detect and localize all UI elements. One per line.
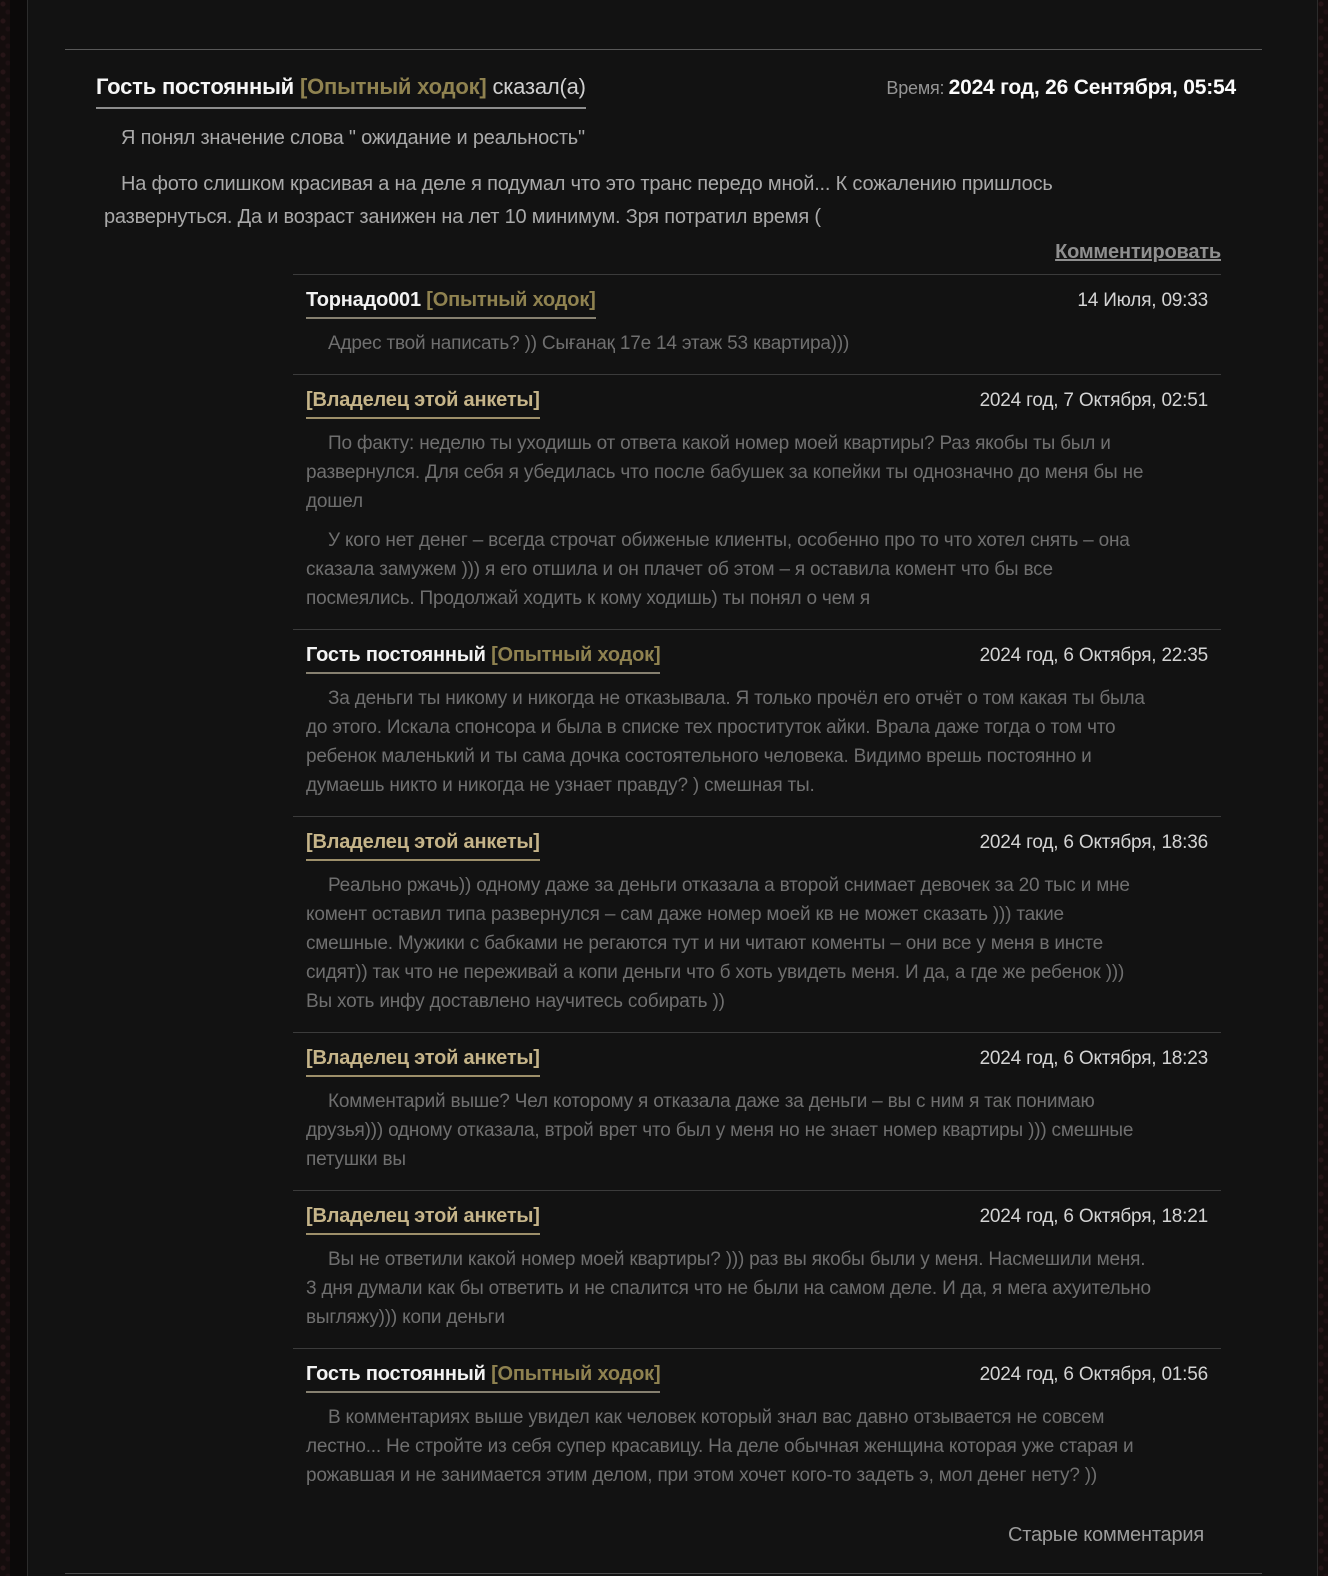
comment-header bbox=[306, 289, 1208, 319]
time-label: Время: bbox=[886, 78, 945, 98]
comment-timestamp: 2024 год, 6 Октября, 18:36 bbox=[979, 832, 1208, 853]
comment-header bbox=[306, 831, 1208, 861]
comment-header bbox=[306, 644, 1208, 674]
comment-author-link[interactable] bbox=[306, 289, 596, 319]
post-header bbox=[96, 74, 1236, 109]
comment-author-name[interactable]: Торнадо001 bbox=[306, 289, 421, 311]
comment-header bbox=[306, 1363, 1208, 1393]
comment-author-link[interactable] bbox=[306, 389, 540, 419]
comment-body bbox=[306, 1245, 1208, 1332]
content-panel bbox=[27, 0, 1318, 1576]
comment-author-badge: [Владелец этой анкеты] bbox=[306, 831, 540, 853]
comment-paragraph: Реально ржачь)) одному даже за деньги отказала а второй снимает девочек за 20 тыс и мне комент оставил типа развернулся – сам даже номер моей кв не может сказать ))) такие смешные. Мужики с бабками не регаются тут и ни читают коменты – они все у меня в инсте сидят)) так что не переживай а копи деньги что б хоть увидеть меня. И да, а где же ребенок ))) Вы хоть инфу доставлено научитесь собирать )) bbox=[306, 875, 1130, 1012]
top-divider bbox=[65, 49, 1262, 50]
comment-paragraph: В комментариях выше увидел как человек который знал вас давно отзывается не совсем лестно... Не стройте из себя супер красавицу. На деле обычная женщина которая уже старая и рожавшая и не занимается этим делом, при этом хочет кого-то задеть э, мол денег нету? )) bbox=[306, 1407, 1134, 1486]
comment bbox=[293, 1190, 1221, 1348]
post-time bbox=[886, 76, 1236, 100]
comment-paragraph: У кого нет денег – всегда строчат обиженые клиенты, особенно про то что хотел снять – она сказала замужем ))) я его отшила и он плачет об этом – я оставила комент что бы все посмеялись. Продолжай ходить к кому ходишь) ты понял о чем я bbox=[306, 530, 1130, 609]
comment-body bbox=[306, 684, 1208, 800]
right-texture-border bbox=[1318, 0, 1328, 1576]
old-comments-link[interactable]: Старые комментария bbox=[1007, 1524, 1204, 1546]
comment bbox=[293, 374, 1221, 629]
comment-timestamp: 2024 год, 6 Октября, 01:56 bbox=[979, 1364, 1208, 1385]
comment-author-link[interactable] bbox=[306, 1363, 660, 1393]
post-author-name[interactable]: Гость постоянный bbox=[96, 74, 295, 99]
comment bbox=[293, 274, 1221, 374]
post-paragraph: На фото слишком красивая а на деле я подумал что это транс передо мной... К сожалению пришлось развернуться. Да и возраст занижен на лет 10 минимум. Зря потратил время ( bbox=[104, 173, 1053, 228]
comment-button[interactable]: Комментировать bbox=[1055, 241, 1221, 263]
comment-timestamp: 2024 год, 6 Октября, 18:23 bbox=[979, 1048, 1208, 1069]
post-author-link[interactable] bbox=[96, 74, 586, 109]
post bbox=[65, 74, 1262, 264]
comments-list bbox=[293, 274, 1221, 1506]
comment-author-badge: [Владелец этой анкеты] bbox=[306, 1047, 540, 1069]
comment-paragraph: По факту: неделю ты уходишь от ответа какой номер моей квартиры? Раз якобы ты был и развернулся. Для себя я убедилась что после бабушек за копейки ты однозначно до меня бы не дошел bbox=[306, 433, 1144, 512]
comment-timestamp: 2024 год, 6 Октября, 22:35 bbox=[979, 645, 1208, 666]
comment-paragraph: За деньги ты никому и никогда не отказывала. Я только прочёл его отчёт о том какая ты была до этого. Искала спонсора и была в списке тех проституток айки. Врала даже тогда о том что ребенок маленький и ты сама дочка состоятельного человека. Видимо врешь постоянно и думаешь никто и никогда не узнает правду? ) смешная ты. bbox=[306, 688, 1145, 796]
old-comments-row bbox=[65, 1524, 1262, 1547]
comment-body bbox=[306, 1087, 1208, 1174]
comment-paragraph: Вы не ответили какой номер моей квартиры? ))) раз вы якобы были у меня. Насмешили меня. 3 дня думали как бы ответить и не спалится что не были на самом деле. И да, я мега ахуительно выгляжу))) копи деньги bbox=[306, 1249, 1151, 1328]
comment bbox=[293, 816, 1221, 1032]
said-label: сказал(а) bbox=[492, 74, 586, 99]
comment-header bbox=[306, 389, 1208, 419]
comment-timestamp: 2024 год, 6 Октября, 18:21 bbox=[979, 1206, 1208, 1227]
comment-author-link[interactable] bbox=[306, 1205, 540, 1235]
comment-author-badge: [Опытный ходок] bbox=[426, 289, 596, 311]
comment-timestamp: 14 Июля, 09:33 bbox=[1077, 290, 1208, 311]
comment-author-badge: [Опытный ходок] bbox=[491, 1363, 661, 1385]
comment-body bbox=[306, 1403, 1208, 1490]
bottom-divider bbox=[65, 1573, 1262, 1574]
comment bbox=[293, 629, 1221, 816]
comment-author-badge: [Владелец этой анкеты] bbox=[306, 1205, 540, 1227]
comment-author-badge: [Владелец этой анкеты] bbox=[306, 389, 540, 411]
post-author-badge: [Опытный ходок] bbox=[299, 74, 487, 99]
comment-body bbox=[306, 329, 1208, 358]
comment-body bbox=[306, 429, 1208, 613]
comment-body bbox=[306, 871, 1208, 1016]
comment-action-row bbox=[65, 241, 1262, 264]
comment-author-badge: [Опытный ходок] bbox=[491, 644, 661, 666]
comment bbox=[293, 1348, 1221, 1506]
comment-header bbox=[306, 1047, 1208, 1077]
post-paragraph: Я понял значение слова " ожидание и реальность" bbox=[121, 127, 585, 149]
comment-header bbox=[306, 1205, 1208, 1235]
comment-author-link[interactable] bbox=[306, 1047, 540, 1077]
post-timestamp: 2024 год, 26 Сентября, 05:54 bbox=[948, 76, 1236, 99]
comment bbox=[293, 1032, 1221, 1190]
comment-author-link[interactable] bbox=[306, 831, 540, 861]
comment-author-name[interactable]: Гость постоянный bbox=[306, 644, 486, 666]
comment-timestamp: 2024 год, 7 Октября, 02:51 bbox=[979, 390, 1208, 411]
comment-author-name[interactable]: Гость постоянный bbox=[306, 1363, 486, 1385]
comment-author-link[interactable] bbox=[306, 644, 660, 674]
comment-paragraph: Комментарий выше? Чел которому я отказала даже за деньги – вы с ним я так понимаю друзья))) одному отказала, втрой врет что был у меня но не знает номер квартиры ))) смешные петушки вы bbox=[306, 1091, 1134, 1170]
left-texture-border bbox=[0, 0, 10, 1576]
comment-paragraph: Адрес твой написать? )) Сығанақ 17е 14 этаж 53 квартира))) bbox=[328, 333, 850, 354]
